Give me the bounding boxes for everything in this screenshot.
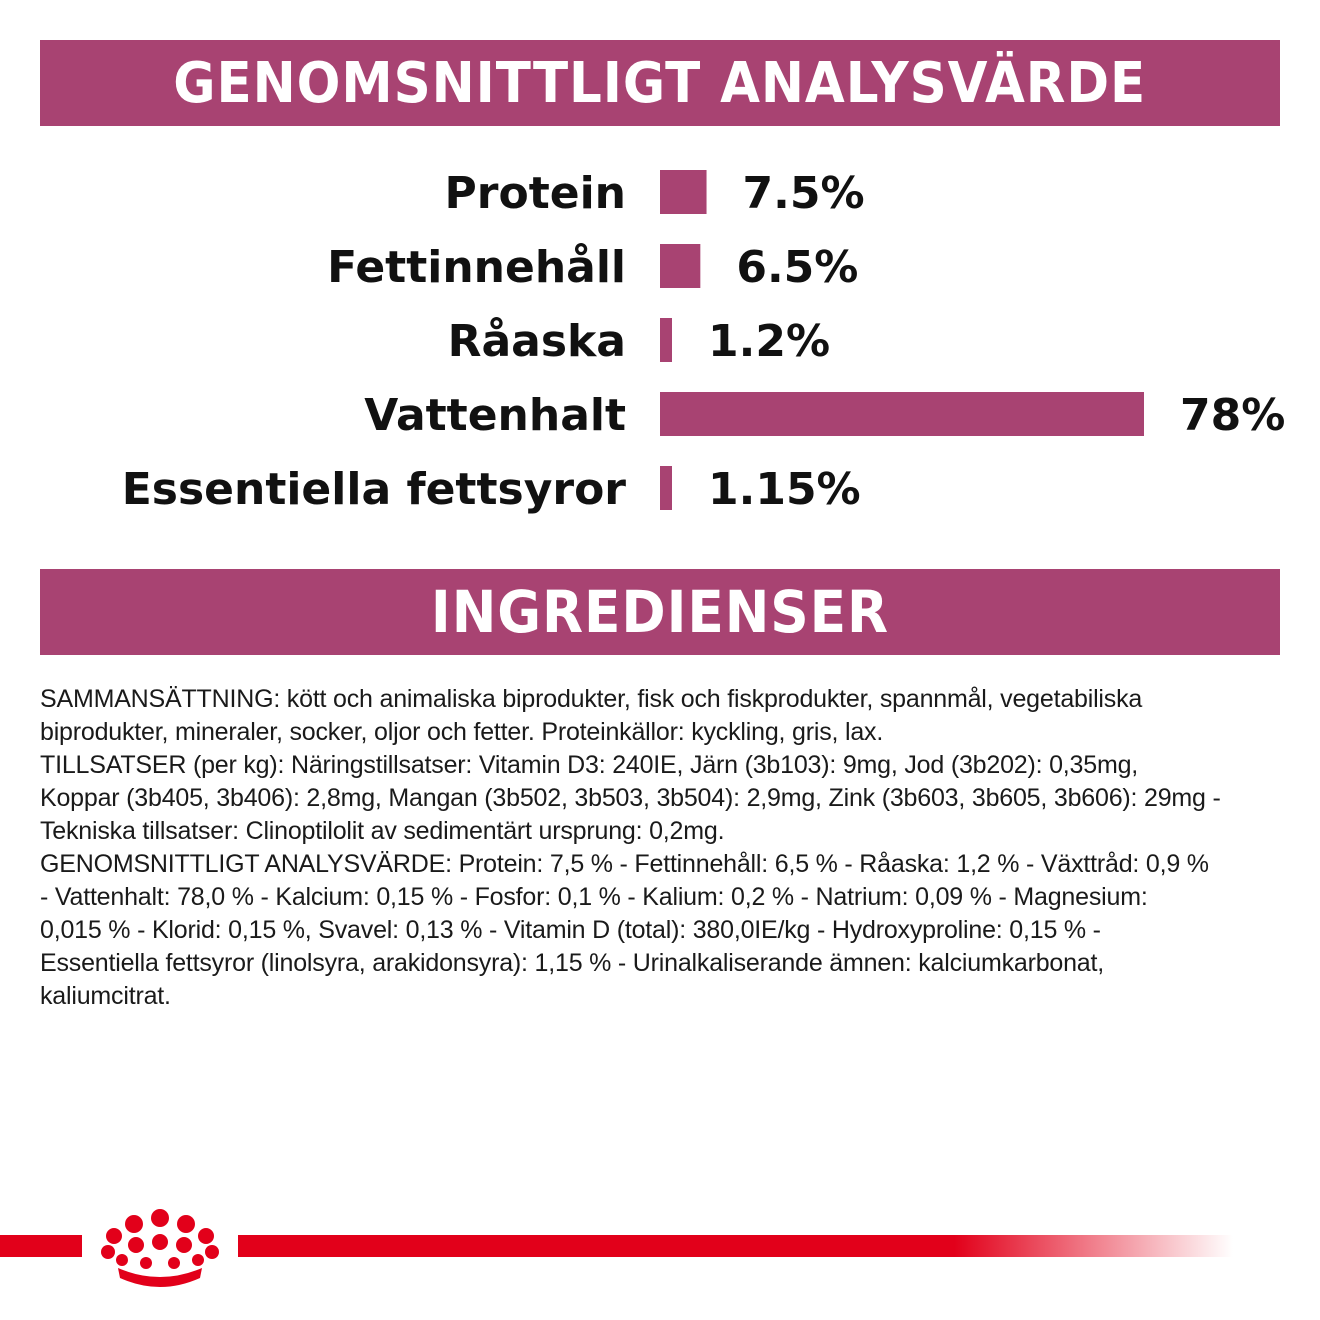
bar-value-r-aska: 1.2%: [708, 316, 831, 367]
bar-vattenhalt: [660, 392, 1144, 436]
brand-footer: [0, 1200, 1320, 1300]
analysis-header: [40, 40, 1280, 126]
bar-label-r-aska: Råaska: [447, 316, 626, 367]
bar-value-essentiella-fettsyror: 1.15%: [708, 464, 861, 515]
ingredients-header-title: INGREDIENSER: [430, 578, 890, 646]
ingredients-text: SAMMANSÄTTNING: kött och animaliska biprodukter, fisk och fiskprodukter, spannmål, vegetabiliska biprodukter, mineraler, socker, oljor och fetter. Proteinkällor: kyckling, gris, lax. TILLSATSER (per kg): Näringstillsatser: Vitamin D3: 240IE, Järn (3b103): 9mg, Jod (3b202): 0,35mg, Koppar (3b405, 3b406): 2,8mg, Mangan (3b502, 3b503, 3b504): 2,9mg, Zink (3b603, 3b605, 3b606): 29mg - Tekniska tillsatser: Clinoptilolit av sedimentärt ursprung: 0,2mg. GENOMSNITTLIGT ANALYSVÄRDE: Protein: 7,5 % - Fettinnehåll: 6,5 % - Råaska: 1,2 % - Växttråd: 0,9 % - Vattenhalt: 78,0 % - Kalcium: 0,15 % - Fosfor: 0,1 % - Kalium: 0,2 % - Natrium: 0,09 % - Magnesium: 0,015 % - Klorid: 0,15 %, Svavel: 0,13 % - Vitamin D (total): 380,0IE/kg - Hydroxyproline: 0,15 % - Essentiella fettsyror (linolsyra, arakidonsyra): 1,15 % - Urinalkaliserande ämnen: kalciumkarbonat, kaliumcitrat.: [40, 685, 1221, 1010]
bar-essentiella-fettsyror: [660, 466, 672, 510]
bar-protein: [660, 170, 707, 214]
bar-label-protein: Protein: [444, 168, 626, 219]
bar-r-aska: [660, 318, 672, 362]
brand-line-left: [0, 1235, 82, 1257]
analysis-header-title: GENOMSNITTLIGT ANALYSVÄRDE: [173, 50, 1147, 116]
crown-icon: [101, 1209, 219, 1287]
bar-label-essentiella-fettsyror: Essentiella fettsyror: [121, 464, 626, 515]
bar-value-fettinneh-ll: 6.5%: [736, 242, 859, 293]
bar-label-fettinneh-ll: Fettinnehåll: [327, 242, 626, 293]
brand-line-right: [238, 1235, 1233, 1257]
bar-value-protein: 7.5%: [742, 168, 865, 219]
analysis-bar-chart: [0, 150, 1320, 530]
bar-value-vattenhalt: 78%: [1180, 390, 1286, 441]
bar-fettinneh-ll: [660, 244, 700, 288]
ingredients-header: [40, 569, 1280, 655]
bar-label-vattenhalt: Vattenhalt: [364, 390, 626, 441]
